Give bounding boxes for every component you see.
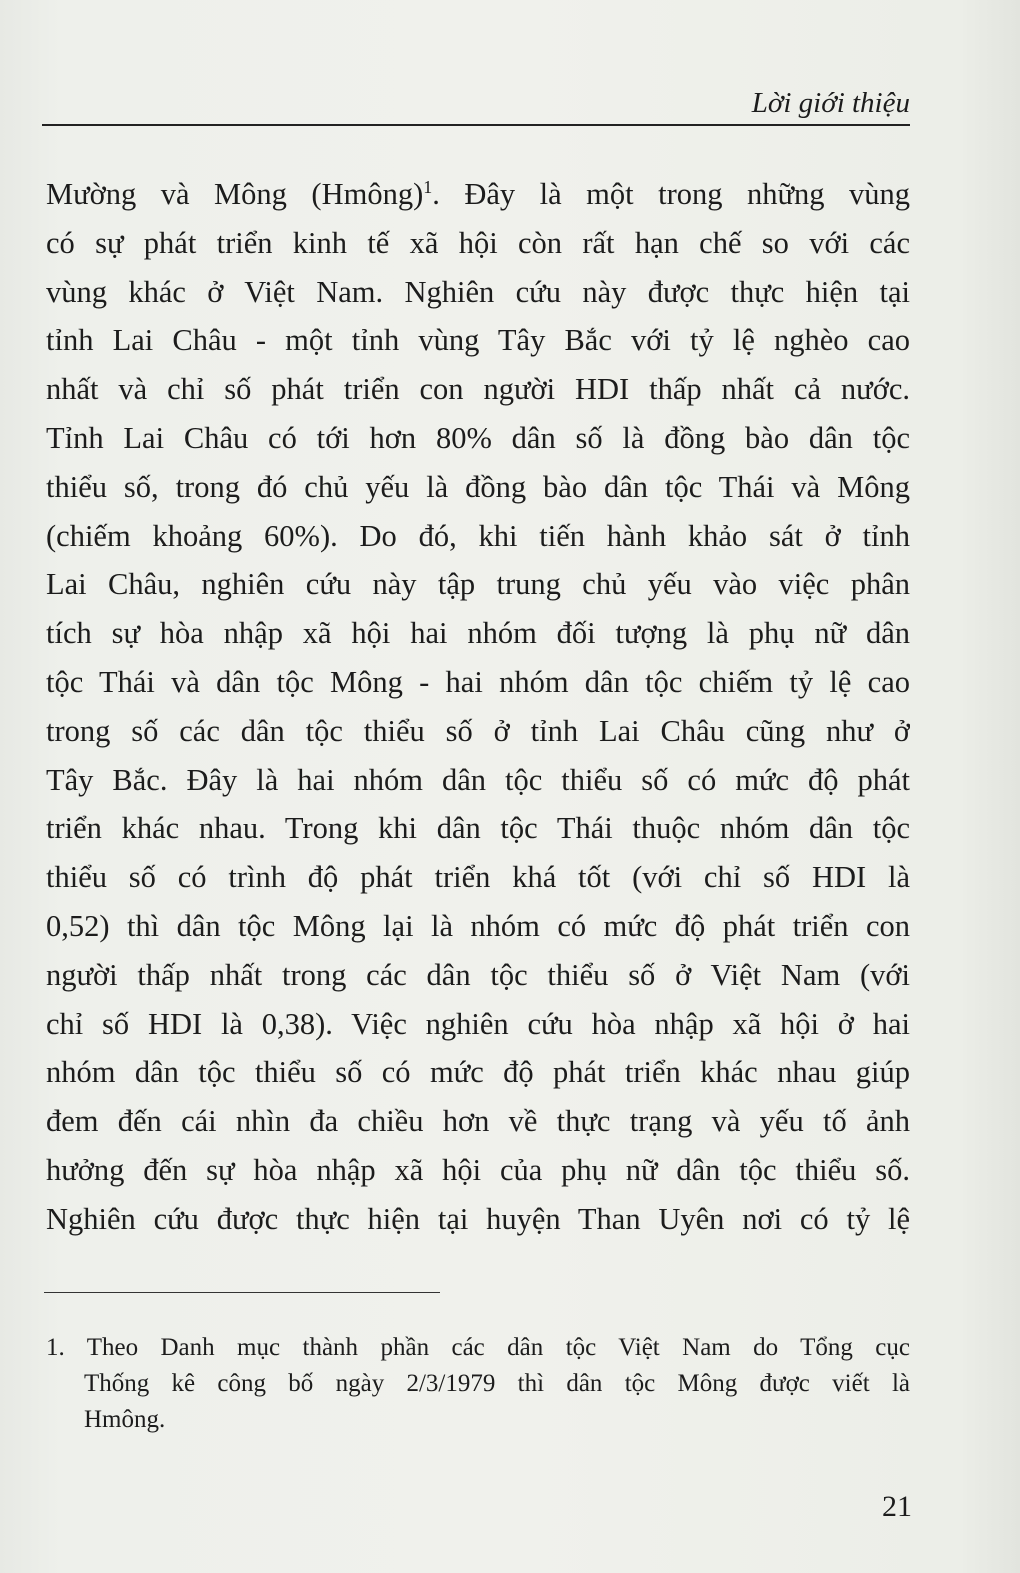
body-line: tỉnh Lai Châu - một tỉnh vùng Tây Bắc với tỷ lệ nghèo cao [46,323,910,358]
body-line: Nghiên cứu được thực hiện tại huyện Than Uyên nơi có tỷ lệ [46,1201,910,1236]
footnote-marker: 1 [423,176,433,197]
footnote-line: Thống kê công bố ngày 2/3/1979 thì dân tộc Mông được viết là [84,1370,910,1397]
body-line: Tỉnh Lai Châu có tới hơn 80% dân số là đồng bào dân tộc [46,420,910,455]
body-line: (chiếm khoảng 60%). Do đó, khi tiến hành khảo sát ở tỉnh [46,518,910,553]
body-line-text: . Đây là một trong những vùng [432,177,910,211]
footnote-rule [44,1292,440,1293]
body-line: chỉ số HDI là 0,38). Việc nghiên cứu hòa nhập xã hội ở hai [46,1006,910,1041]
body-line: triển khác nhau. Trong khi dân tộc Thái thuộc nhóm dân tộc [46,811,910,846]
body-line-text: Mường và Mông (Hmông) [46,177,424,211]
header-rule [42,124,910,126]
body-line: người thấp nhất trong các dân tộc thiểu số ở Việt Nam (với [46,957,910,992]
running-header: Lời giới thiệu [751,87,910,119]
body-line: 0,52) thì dân tộc Mông lại là nhóm có mức độ phát triển con [46,908,910,943]
page-number: 21 [882,1490,912,1523]
body-line: trong số các dân tộc thiểu số ở tỉnh Lai Châu cũng như ở [46,713,910,748]
body-line: vùng khác ở Việt Nam. Nghiên cứu này được thực hiện tại [46,274,910,309]
body-line: thiểu số, trong đó chủ yếu là đồng bào dân tộc Thái và Mông [46,469,910,504]
body-line: tộc Thái và dân tộc Mông - hai nhóm dân tộc chiếm tỷ lệ cao [46,664,910,699]
footnote-line: 1. Theo Danh mục thành phần các dân tộc Việt Nam do Tổng cục [46,1334,910,1361]
footnote [46,1330,910,1438]
body-line: nhất và chỉ số phát triển con người HDI thấp nhất cả nước. [46,372,910,407]
body-line: hưởng đến sự hòa nhập xã hội của phụ nữ dân tộc thiểu số. [46,1152,910,1187]
body-line: có sự phát triển kinh tế xã hội còn rất hạn chế so với các [46,225,910,260]
body-line [46,170,910,219]
body-line: Tây Bắc. Đây là hai nhóm dân tộc thiểu số có mức độ phát [46,762,910,797]
body-line: đem đến cái nhìn đa chiều hơn về thực trạng và yếu tố ảnh [46,1104,910,1139]
body-text [46,170,910,1244]
body-line: tích sự hòa nhập xã hội hai nhóm đối tượng là phụ nữ dân [46,616,910,651]
body-line: Lai Châu, nghiên cứu này tập trung chủ yếu vào việc phân [46,567,910,602]
footnote-line: Hmông. [84,1406,166,1433]
body-line: nhóm dân tộc thiểu số có mức độ phát triển khác nhau giúp [46,1055,910,1090]
body-line: thiểu số có trình độ phát triển khá tốt (với chỉ số HDI là [46,860,910,895]
